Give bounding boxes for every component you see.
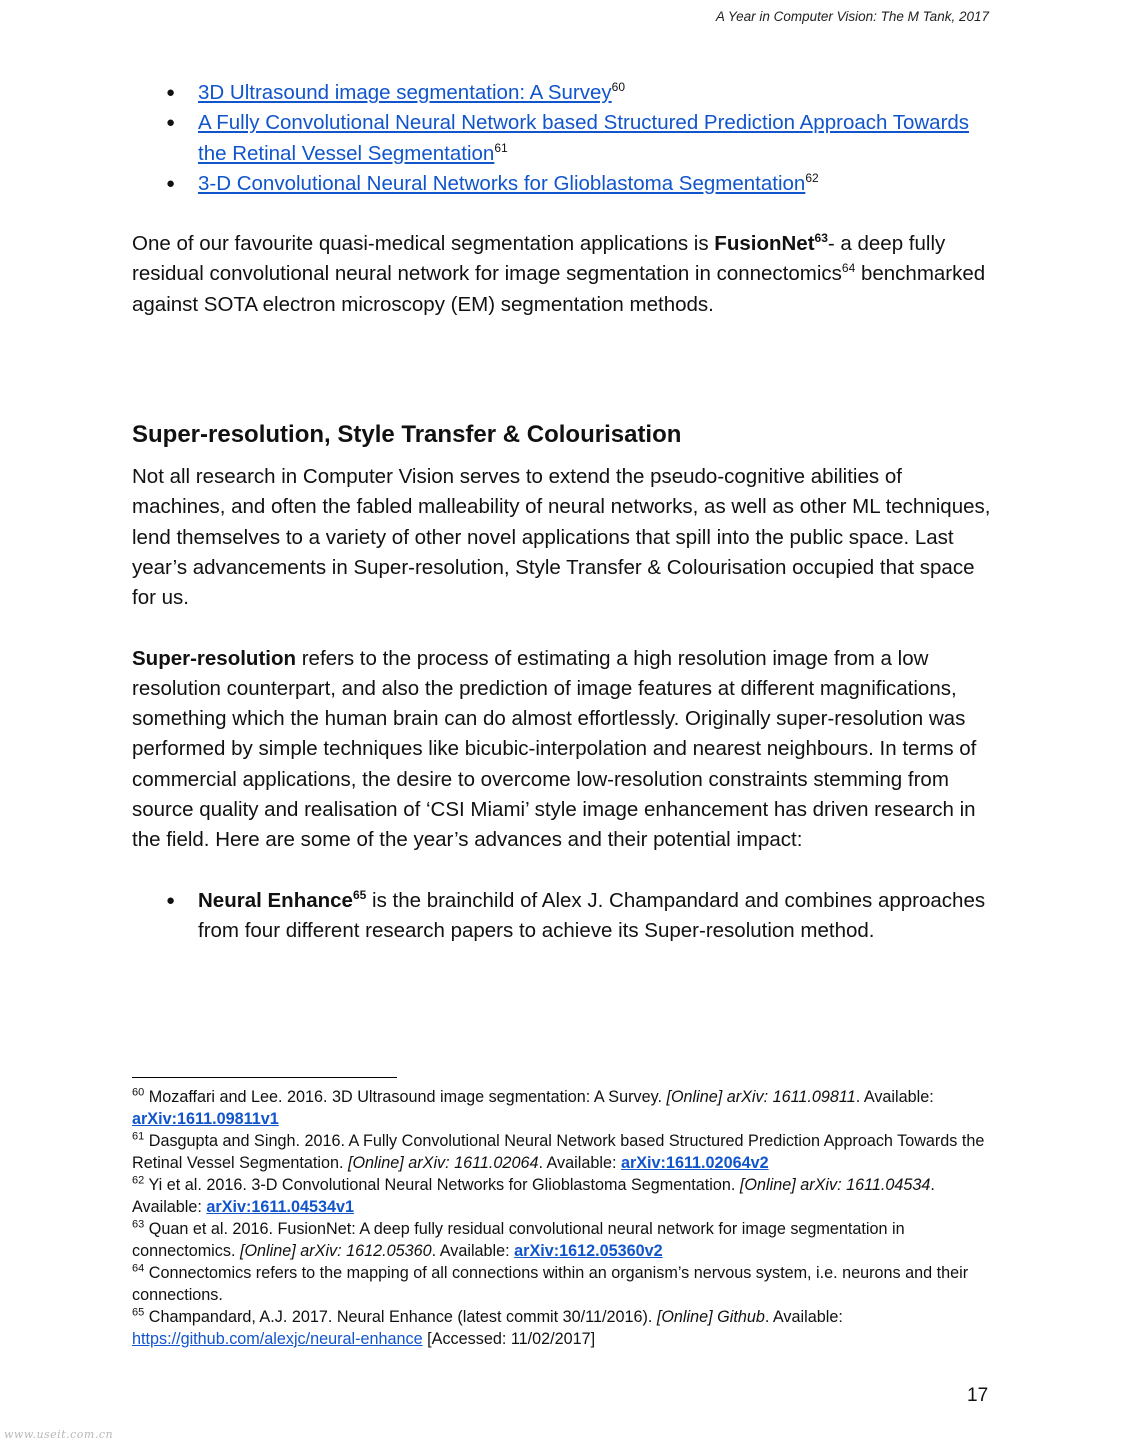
link-retinal-vessel-segmentation[interactable]: A Fully Convolutional Neural Network based Structured Prediction Approach Towards the Retinal Vessel Segmentation [198, 111, 970, 165]
term-super-resolution: Super-resolution [132, 646, 297, 670]
footnote-number: 62 [132, 1174, 145, 1187]
paragraph-intro: Not all research in Computer Vision serves to extend the pseudo-cognitive abilities of machines, and often the fabled malleability of neural networks, as well as other ML techniques, lend themselves to a variety of other novel applications that spill into the public space. Last year’s advancements in Super-resolution, Style Transfer & Colourisation occupied that space for us. [132, 465, 991, 610]
footnote-number: 60 [132, 1086, 145, 1099]
footnote-ref: 62 [805, 171, 819, 186]
text: Dasgupta and Singh. 2016. A Fully Convolutional Neural Network based Structured Prediction Approach Towards the Retinal Vessel Segmentation. [132, 1132, 985, 1172]
advances-list [132, 886, 992, 947]
running-header: A Year in Computer Vision: The M Tank, 2017 [715, 9, 989, 24]
footnote-divider [132, 1077, 397, 1078]
text: . Available: [132, 1176, 935, 1216]
footnote-ref: 64 [841, 261, 856, 276]
text: . Available: [431, 1242, 515, 1260]
footnote-ref: 63 [814, 231, 828, 246]
link-arxiv-1611-04534[interactable]: arXiv:1611.04534v1 [206, 1198, 355, 1216]
link-arxiv-1612-05360[interactable]: arXiv:1612.05360v2 [514, 1242, 663, 1260]
reference-link-list [132, 78, 992, 199]
footnote-60 [132, 1086, 1002, 1130]
link-arxiv-1611-09811[interactable]: arXiv:1611.09811v1 [132, 1110, 279, 1128]
text: . Available: [764, 1308, 843, 1326]
page-body [132, 78, 992, 946]
list-item [132, 886, 992, 947]
text: - a deep fully residual convolutional neural network for image segmentation in connectomics [132, 232, 946, 286]
footnote-ref: 65 [352, 887, 367, 902]
footnote-62 [132, 1174, 1002, 1218]
text: [Online] arXiv: 1611.09811 [666, 1088, 856, 1106]
link-3d-ultrasound-survey[interactable]: 3D Ultrasound image segmentation: A Survey [198, 81, 612, 104]
text: . Available: [538, 1154, 621, 1172]
watermark: www.useit.com.cn [4, 1428, 114, 1441]
footnote-64 [132, 1262, 1002, 1306]
footnotes [132, 1086, 1002, 1350]
text: [Online] arXiv: 1611.02064 [347, 1154, 539, 1172]
footnote-number: 63 [132, 1218, 145, 1231]
list-item [132, 169, 992, 199]
footnote-ref: 60 [611, 80, 626, 95]
text: [Accessed: 11/02/2017] [422, 1330, 596, 1348]
section-heading: Super-resolution, Style Transfer & Colourisation [132, 421, 682, 449]
list-item [132, 108, 992, 169]
page-number: 17 [967, 1385, 989, 1406]
footnote-63 [132, 1218, 1002, 1262]
text: [Online] arXiv: 1611.04534 [739, 1176, 931, 1194]
paragraph-super-resolution [132, 644, 992, 856]
text: Yi et al. 2016. 3-D Convolutional Neural Networks for Glioblastoma Segmentation. [144, 1176, 740, 1194]
paragraph-fusionnet [132, 229, 992, 320]
text: [Online] arXiv: 1612.05360 [239, 1242, 432, 1260]
term-neural-enhance: Neural Enhance [198, 888, 353, 912]
footnote-61 [132, 1130, 1002, 1174]
text: [Online] Github [656, 1308, 765, 1326]
text: refers to the process of estimating a high resolution image from a low resolution counterpart, and also the prediction of image features at different magnifications, something which the human brain can do almost effortlessly. Originally super-resolution was performed by simple techniques like bicubic-interpolation and nearest neighbours. In terms of commercial applications, the desire to overcome low-resolution constraints stemming from source quality and realisation of ‘CSI Miami’ style image enhancement has driven research in the field. Here are some of the year’s advances and their potential impact: [132, 646, 977, 852]
footnote-number: 65 [132, 1306, 145, 1319]
text: One of our favourite quasi-medical segmentation applications is [132, 232, 715, 256]
link-glioblastoma-segmentation[interactable]: 3-D Convolutional Neural Networks for Glioblastoma Segmentation [198, 171, 806, 195]
term-fusionnet: FusionNet [714, 232, 815, 256]
text: Champandard, A.J. 2017. Neural Enhance (latest commit 30/11/2016). [144, 1308, 657, 1326]
text: Mozaffari and Lee. 2016. 3D Ultrasound image segmentation: A Survey. [144, 1088, 667, 1106]
text: benchmarked against SOTA electron microscopy (EM) segmentation methods. [132, 262, 986, 316]
link-github-neural-enhance[interactable]: https://github.com/alexjc/neural-enhance [132, 1330, 423, 1348]
footnote-number: 61 [132, 1130, 145, 1143]
text: . Available: [855, 1088, 934, 1106]
footnote-number: 64 [132, 1262, 145, 1275]
footnote-ref: 61 [494, 140, 508, 155]
link-arxiv-1611-02064[interactable]: arXiv:1611.02064v2 [620, 1154, 769, 1172]
text: is the brainchild of Alex J. Champandard and combines approaches from four different research papers to achieve its Super-resolution method. [198, 888, 986, 942]
list-item [132, 78, 992, 108]
text: Quan et al. 2016. FusionNet: A deep fully residual convolutional neural network for image segmentation in connectomics. [132, 1220, 905, 1260]
text: Connectomics refers to the mapping of all connections within an organism’s nervous system, i.e. neurons and their connections. [132, 1264, 969, 1304]
footnote-65 [132, 1306, 1002, 1350]
